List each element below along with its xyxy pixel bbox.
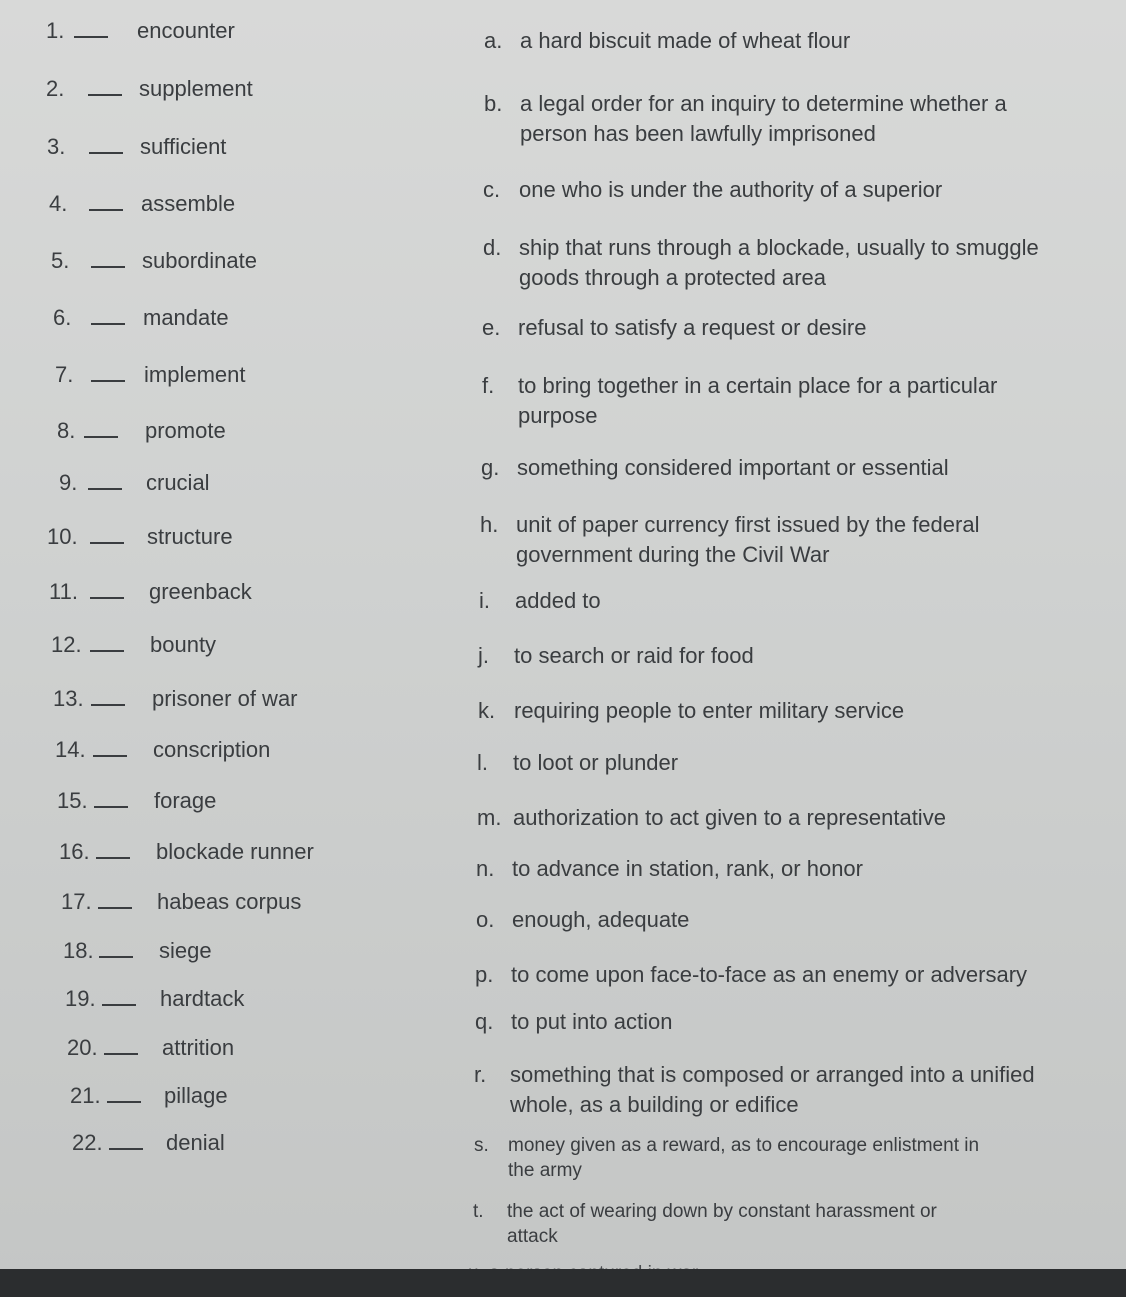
answer-blank[interactable] — [109, 1148, 143, 1150]
definition-item — [474, 1133, 979, 1183]
answer-blank[interactable] — [91, 380, 125, 382]
answer-blank[interactable] — [104, 1053, 138, 1055]
term-number: 5. — [51, 248, 70, 273]
definition-letter: a. — [484, 28, 503, 53]
definition-letter: b. — [484, 91, 503, 116]
screen-bezel — [0, 1269, 1126, 1297]
answer-blank[interactable] — [94, 806, 128, 808]
answer-blank[interactable] — [91, 266, 125, 268]
definition-text: to loot or plunder — [513, 750, 679, 775]
answer-blank[interactable] — [99, 956, 133, 958]
definition-letter: l. — [477, 750, 488, 775]
definition-text-continued: whole, as a building or edifice — [510, 1092, 799, 1117]
definition-text: a hard biscuit made of wheat flour — [520, 28, 851, 53]
term-number: 22. — [72, 1130, 103, 1155]
definition-item — [482, 371, 997, 431]
term-number: 8. — [57, 418, 76, 443]
term-number: 17. — [61, 889, 92, 914]
term-word: prisoner of war — [152, 686, 298, 711]
definition-text: a legal order for an inquiry to determine whether a — [520, 91, 1007, 116]
definition-letter: s. — [474, 1135, 489, 1156]
answer-blank[interactable] — [96, 857, 130, 859]
answer-blank[interactable] — [93, 755, 127, 757]
term-word: blockade runner — [156, 839, 314, 864]
definition-letter: o. — [476, 907, 495, 932]
term-word: habeas corpus — [157, 889, 302, 914]
term-word: attrition — [162, 1035, 235, 1060]
definition-item — [479, 586, 601, 616]
term-word: siege — [159, 938, 212, 963]
definition-letter: r. — [474, 1062, 487, 1087]
definition-item — [477, 748, 678, 778]
definition-text: refusal to satisfy a request or desire — [518, 315, 867, 340]
definition-item — [482, 313, 867, 343]
definition-text: to advance in station, rank, or honor — [512, 856, 863, 881]
definition-item — [484, 89, 1007, 149]
definition-text: to come upon face-to-face as an enemy or adversary — [511, 962, 1028, 987]
term-word: implement — [144, 362, 246, 387]
term-number: 13. — [53, 686, 84, 711]
term-word: conscription — [153, 737, 271, 762]
term-word: denial — [166, 1130, 225, 1155]
term-number: 6. — [53, 305, 72, 330]
definition-item — [480, 510, 979, 570]
definition-letter: g. — [481, 455, 500, 480]
definition-item — [477, 803, 946, 833]
term-word: hardtack — [160, 986, 245, 1011]
term-number: 16. — [59, 839, 90, 864]
term-number: 1. — [46, 18, 65, 43]
answer-blank[interactable] — [107, 1101, 141, 1103]
term-word: encounter — [137, 18, 235, 43]
answer-blank[interactable] — [84, 436, 118, 438]
answer-blank[interactable] — [90, 597, 124, 599]
definition-item — [478, 696, 904, 726]
answer-blank[interactable] — [88, 488, 122, 490]
definition-letter: e. — [482, 315, 501, 340]
term-word: bounty — [150, 632, 217, 657]
term-number: 4. — [49, 191, 68, 216]
definition-letter: k. — [478, 698, 496, 723]
definition-text: something that is composed or arranged into a unified — [510, 1062, 1035, 1087]
answer-blank[interactable] — [89, 209, 123, 211]
definition-item — [476, 854, 863, 884]
answer-blank[interactable] — [91, 704, 125, 706]
definition-text-continued: the army — [508, 1160, 582, 1181]
answer-blank[interactable] — [90, 650, 124, 652]
term-word: sufficient — [140, 134, 227, 159]
definition-letter: d. — [483, 235, 502, 260]
term-word: assemble — [141, 191, 236, 216]
definition-text: something considered important or essential — [517, 455, 949, 480]
term-number: 18. — [63, 938, 94, 963]
definition-item — [473, 1199, 937, 1249]
definition-text: authorization to act given to a representative — [513, 805, 946, 830]
definition-letter: q. — [475, 1009, 494, 1034]
definition-text-continued: person has been lawfully imprisoned — [520, 121, 876, 146]
definition-letter: f. — [482, 373, 495, 398]
definition-text: enough, adequate — [512, 907, 690, 932]
term-number: 14. — [55, 737, 86, 762]
definition-item — [483, 175, 942, 205]
answer-blank[interactable] — [102, 1004, 136, 1006]
definition-item — [484, 26, 850, 56]
term-word: subordinate — [142, 248, 257, 273]
definition-letter: n. — [476, 856, 495, 881]
definition-item — [481, 453, 949, 483]
term-word: supplement — [139, 76, 253, 101]
term-number: 2. — [46, 76, 65, 101]
term-word: forage — [154, 788, 217, 813]
term-number: 20. — [67, 1035, 98, 1060]
definition-item — [474, 1060, 1035, 1120]
definition-text-continued: goods through a protected area — [519, 265, 827, 290]
term-word: pillage — [164, 1083, 228, 1108]
definition-text: money given as a reward, as to encourage enlistment in — [508, 1135, 980, 1156]
term-word: structure — [147, 524, 233, 549]
definition-text: to search or raid for food — [514, 643, 754, 668]
term-word: promote — [145, 418, 226, 443]
answer-blank[interactable] — [74, 36, 108, 38]
term-word: crucial — [146, 470, 210, 495]
definition-letter: j. — [478, 643, 489, 668]
definition-text-continued: attack — [507, 1226, 558, 1247]
term-word: mandate — [143, 305, 229, 330]
definition-text-continued: purpose — [518, 403, 598, 428]
definition-letter: h. — [480, 512, 499, 537]
definition-text-continued: government during the Civil War — [516, 542, 830, 567]
term-number: 9. — [59, 470, 78, 495]
definition-text: added to — [515, 588, 601, 613]
term-number: 21. — [70, 1083, 101, 1108]
answer-blank[interactable] — [98, 907, 132, 909]
term-number: 11. — [49, 579, 78, 604]
term-number: 12. — [51, 632, 82, 657]
term-word: greenback — [149, 579, 252, 604]
definition-letter: i. — [479, 588, 490, 613]
definition-letter: p. — [475, 962, 494, 987]
definition-letter: m. — [477, 805, 502, 830]
term-number: 10. — [47, 524, 78, 549]
term-number: 3. — [47, 134, 66, 159]
term-number: 7. — [55, 362, 74, 387]
definition-item — [475, 1007, 672, 1037]
definition-text: to put into action — [511, 1009, 673, 1034]
definition-text: to bring together in a certain place for a particular — [518, 373, 998, 398]
definition-item — [478, 641, 754, 671]
definition-letter: t. — [473, 1201, 484, 1222]
answer-blank[interactable] — [89, 152, 123, 154]
term-number: 15. — [57, 788, 88, 813]
definition-item — [476, 905, 689, 935]
answer-blank[interactable] — [91, 323, 125, 325]
definition-text: ship that runs through a blockade, usually to smuggle — [519, 235, 1039, 260]
definition-text: unit of paper currency first issued by the federal — [516, 512, 980, 537]
definition-text: requiring people to enter military service — [514, 698, 905, 723]
answer-blank[interactable] — [88, 94, 122, 96]
definition-letter: c. — [483, 177, 501, 202]
definition-item — [475, 960, 1027, 990]
answer-blank[interactable] — [90, 542, 124, 544]
term-number: 19. — [65, 986, 96, 1011]
definition-item — [483, 233, 1039, 293]
definition-text: the act of wearing down by constant harassment or — [507, 1201, 937, 1222]
definition-text: one who is under the authority of a superior — [519, 177, 943, 202]
